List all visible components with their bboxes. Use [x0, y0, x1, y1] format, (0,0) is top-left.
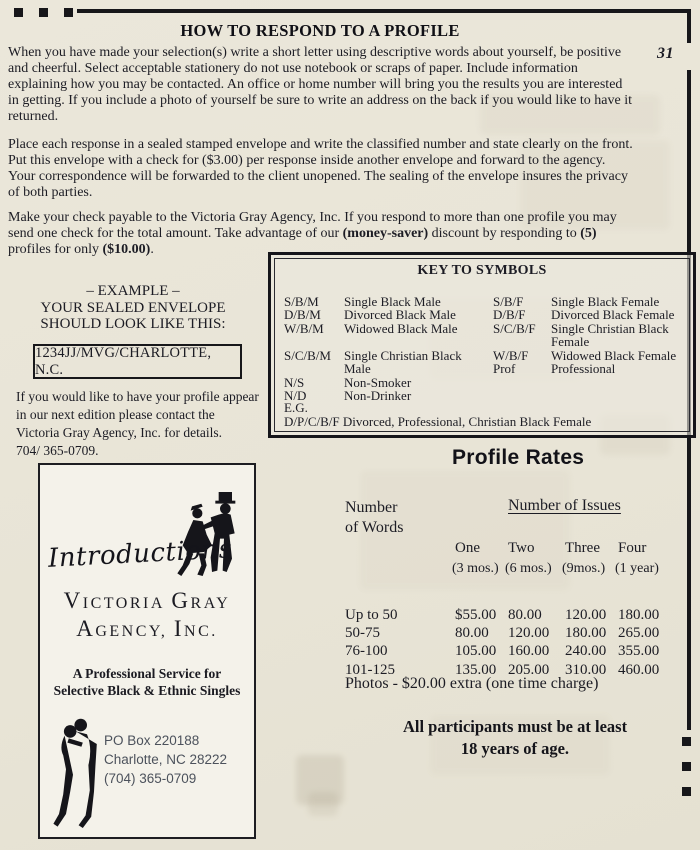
rates-table — [345, 606, 685, 679]
note-line: 704/ 365-0709. — [16, 443, 99, 458]
paragraph-line: Put this envelope with a check for ($3.00) per response inside another envelope and forward to the agency. — [8, 153, 606, 168]
bleedthrough-smudge — [308, 792, 338, 816]
address-line: (704) 365-0709 — [104, 771, 197, 786]
symbol-code: D/B/F — [493, 307, 526, 323]
key-row — [493, 322, 688, 349]
payment-text: send one check for the total amount. Take advantage of our — [8, 226, 343, 241]
key-row — [284, 308, 489, 321]
duration-label: (1 year) — [615, 561, 659, 576]
key-row — [493, 295, 688, 308]
rate-row-label: Up to 50 — [345, 607, 398, 623]
sample-envelope-box — [33, 344, 242, 379]
symbol-definition: Divorced Black Female — [551, 307, 675, 323]
rate-value: 120.00 — [508, 625, 550, 642]
rates-duration-row — [345, 561, 685, 577]
sample-envelope-text: 1234JJ/MVG/CHARLOTTE, N.C. — [35, 344, 212, 378]
key-example-text: D/P/C/B/F Divorced, Professional, Christian Black Female — [284, 413, 592, 429]
symbol-code: S/C/B/M — [284, 347, 331, 363]
initial-cap: G — [171, 588, 191, 613]
key-left-column — [284, 295, 489, 402]
ad-script-title: Introductions — [47, 534, 234, 574]
rate-value: $55.00 — [455, 607, 497, 623]
intro-paragraph — [8, 45, 688, 125]
note-line: If you would like to have your profile appear — [16, 389, 259, 404]
symbol-definition: Single Christian Black Male — [344, 347, 462, 377]
page-title: HOW TO RESPOND TO A PROFILE — [180, 21, 460, 40]
address-line: Charlotte, NC 28222 — [104, 752, 228, 767]
corner-mark-square — [682, 762, 691, 771]
key-right-column — [493, 295, 688, 375]
rate-value: 160.00 — [508, 643, 550, 660]
paragraph-line — [8, 226, 688, 242]
rates-row-header-line: of Words — [345, 519, 404, 536]
example-heading-line: – EXAMPLE – — [86, 283, 180, 299]
paragraph-line: Place each response in a sealed stamped envelope and write the classified number and state clearly on the front. — [8, 137, 633, 152]
duration-label: (6 mos.) — [505, 561, 552, 576]
key-row — [493, 362, 688, 375]
rate-value: 205.00 — [508, 661, 550, 678]
paragraph-line: of both parties. — [8, 185, 93, 200]
note-line: Victoria Gray Agency, Inc. for details. — [16, 425, 222, 440]
payment-text: . — [150, 242, 154, 257]
example-heading-line: YOUR SEALED ENVELOPE — [40, 299, 226, 316]
top-border-rule — [77, 9, 690, 13]
grid-spacer — [342, 561, 452, 577]
symbol-code: D/B/M — [284, 307, 321, 323]
symbol-code: N/D — [284, 387, 307, 403]
symbol-code: S/B/F — [493, 294, 524, 309]
rate-value: 120.00 — [565, 607, 607, 623]
paragraph-line: explaining how you may be contacted. An office or home number will bring you the results you are interested — [8, 77, 623, 92]
corner-mark-square — [39, 8, 48, 17]
name-caps: NC. — [184, 623, 218, 640]
embracing-couple-icon — [52, 715, 108, 829]
payment-text: profiles for only — [8, 242, 103, 257]
bleedthrough-smudge — [296, 755, 344, 805]
address-line: PO Box 220188 — [104, 733, 200, 748]
key-example-label: E.G. — [284, 400, 308, 415]
key-row — [284, 295, 489, 308]
corner-mark-square — [14, 8, 23, 17]
symbol-definition: Widowed Black Male — [344, 320, 458, 336]
paragraph-line: in getting. If you include a photo of yourself be sure to write an address on the back if you would like to have it — [8, 93, 633, 108]
paragraph-line: When you have made your selection(s) write a short letter using descriptive words about yourself, be positive — [8, 45, 622, 60]
payment-text: discount by responding to — [428, 226, 581, 241]
duration-label: (3 mos.) — [452, 561, 499, 576]
rate-value: 240.00 — [565, 643, 607, 660]
profile-contact-note — [16, 388, 266, 460]
tagline-line: Selective Black & Ethnic Singles — [53, 683, 241, 698]
paragraph-line: Make your check payable to the Victoria Gray Agency, Inc. If you respond to more than one profile you may — [8, 210, 617, 225]
price-highlight: ($10.00) — [102, 242, 151, 257]
symbol-code: W/B/M — [284, 320, 324, 336]
rate-row-label: 76-100 — [345, 643, 388, 660]
symbol-definition-line: Female — [551, 334, 590, 350]
initial-cap: V — [63, 588, 83, 613]
corner-mark-square — [682, 737, 691, 746]
example-heading — [10, 283, 256, 333]
initial-cap: I — [173, 616, 185, 641]
name-caps: GENCY, — [95, 623, 168, 640]
name-caps: ICTORIA — [82, 595, 165, 612]
initial-cap: A — [76, 616, 96, 641]
rate-row-label: 101-125 — [345, 661, 395, 678]
symbol-definition: Single Black Male — [344, 294, 441, 309]
rates-row-header-line: Number — [345, 499, 398, 516]
symbol-definition: Professional — [551, 361, 616, 377]
key-row — [493, 308, 688, 321]
age-requirement-line: 18 years of age. — [460, 739, 570, 758]
paragraph-line: and cheerful. Select acceptable stationery do not use notebook or scraps of paper. Include information — [8, 61, 578, 76]
rates-column-header: Number of Issues — [508, 497, 621, 514]
key-title: KEY TO SYMBOLS — [417, 263, 547, 278]
rate-value: 460.00 — [618, 661, 660, 678]
agency-advertisement — [38, 463, 256, 839]
age-requirement-notice — [360, 716, 670, 760]
five-profiles-highlight: (5) — [580, 226, 597, 241]
note-line: in our next edition please contact the — [16, 407, 215, 422]
paragraph-line: returned. — [8, 109, 59, 124]
rates-row-header — [345, 498, 403, 538]
money-saver-highlight: (money-saver) — [342, 226, 429, 241]
rate-value: 80.00 — [455, 625, 489, 642]
age-requirement-line: All participants must be at least — [402, 717, 628, 736]
key-example — [284, 401, 591, 428]
agency-name-line1 — [40, 588, 254, 614]
paragraph-line: Your correspondence will be forwarded to the client unopened. The sealing of the envelope insures the privacy — [8, 169, 628, 184]
corner-mark-square — [64, 8, 73, 17]
rate-value: 135.00 — [455, 661, 497, 678]
rate-value: 310.00 — [565, 661, 607, 678]
symbol-code: S/C/B/F — [493, 320, 536, 336]
rate-value: 105.00 — [455, 643, 497, 660]
symbol-definition: Non-Drinker — [344, 387, 412, 403]
agency-tagline — [40, 665, 254, 699]
key-row — [284, 376, 489, 389]
key-row — [284, 322, 489, 335]
rate-value: 265.00 — [618, 625, 660, 642]
example-heading-line: SHOULD LOOK LIKE THIS: — [40, 316, 226, 332]
mailing-paragraph — [8, 137, 688, 201]
period-label: One — [455, 540, 480, 556]
key-row — [493, 349, 688, 362]
photos-fee-note: Photos - $20.00 extra (one time charge) — [345, 675, 599, 692]
right-border-rule-top — [687, 9, 691, 43]
key-to-symbols-box — [268, 252, 696, 438]
rate-value: 180.00 — [618, 607, 660, 623]
duration-label: (9mos.) — [562, 561, 606, 576]
period-label: Two — [508, 540, 535, 556]
agency-name-line2 — [40, 616, 254, 642]
tagline-line: A Professional Service for — [72, 666, 222, 681]
key-row-spacer — [284, 335, 489, 349]
rate-value: 80.00 — [508, 607, 542, 623]
corner-mark-square — [682, 787, 691, 796]
symbol-definition: Widowed Black Female — [551, 347, 677, 363]
symbol-definition — [551, 322, 688, 349]
period-label: Four — [618, 540, 647, 556]
symbol-code: S/B/M — [284, 294, 319, 309]
symbol-code: N/S — [284, 374, 305, 390]
name-caps: RAY — [190, 595, 231, 612]
symbol-definition: Non-Smoker — [344, 374, 412, 390]
rate-row-label: 50-75 — [345, 625, 380, 642]
symbol-definition-line: Single Christian Black — [551, 320, 669, 336]
payment-paragraph — [8, 210, 688, 258]
symbol-definition: Single Black Female — [551, 294, 660, 309]
period-label: Three — [565, 540, 600, 556]
key-row — [284, 349, 489, 376]
symbol-code: W/B/F — [493, 347, 529, 363]
symbol-definition: Divorced Black Male — [344, 307, 456, 323]
symbol-code: Prof — [493, 361, 516, 377]
page-number: 31 — [657, 45, 674, 62]
rate-value: 355.00 — [618, 643, 660, 660]
rates-heading: Profile Rates — [452, 446, 585, 469]
agency-address — [104, 731, 227, 788]
rate-value: 180.00 — [565, 625, 607, 642]
grid-spacer — [345, 540, 455, 557]
rates-period-row — [345, 540, 685, 557]
